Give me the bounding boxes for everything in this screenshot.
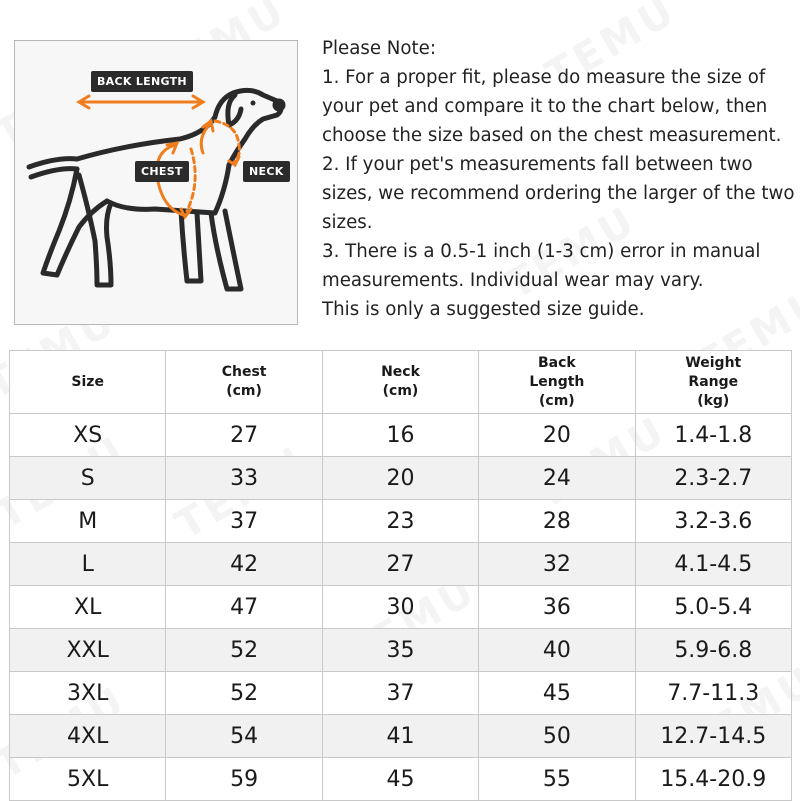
weight-range-cell: 5.9-6.8 — [635, 629, 791, 672]
table-row — [10, 629, 792, 672]
size-cell: M — [10, 500, 166, 543]
size-chart-table — [9, 350, 792, 801]
back-length-cell: 36 — [479, 586, 635, 629]
table-row — [10, 414, 792, 457]
back-length-cell: 55 — [479, 758, 635, 801]
neck-label: NECK — [243, 161, 290, 182]
chest-cell: 54 — [166, 715, 322, 758]
size-cell: XL — [10, 586, 166, 629]
back-length-cell: 32 — [479, 543, 635, 586]
table-row — [10, 672, 792, 715]
weight-range-cell: 4.1-4.5 — [635, 543, 791, 586]
size-cell: 5XL — [10, 758, 166, 801]
neck-cell: 23 — [322, 500, 478, 543]
back-length-cell: 45 — [479, 672, 635, 715]
weight-range-cell: 3.2-3.6 — [635, 500, 791, 543]
header-line: Length — [529, 373, 585, 390]
back-length-cell: 40 — [479, 629, 635, 672]
table-row — [10, 457, 792, 500]
size-cell: XXL — [10, 629, 166, 672]
weight-range-cell: 7.7-11.3 — [635, 672, 791, 715]
header-line: Chest — [221, 364, 267, 380]
neck-cell: 37 — [322, 672, 478, 715]
back-length-header — [479, 351, 635, 414]
neck-cell: 35 — [322, 629, 478, 672]
neck-header — [322, 351, 478, 414]
chest-label: CHEST — [135, 161, 189, 182]
note-line: 1. For a proper fit, please do measure the size of — [322, 67, 766, 88]
table-header-row — [10, 351, 792, 414]
chest-cell: 52 — [166, 672, 322, 715]
weight-range-cell: 15.4-20.9 — [635, 758, 791, 801]
weight-range-cell: 12.7-14.5 — [635, 715, 791, 758]
table-row — [10, 543, 792, 586]
table-row — [10, 586, 792, 629]
chest-cell: 52 — [166, 629, 322, 672]
back-length-label: BACK LENGTH — [91, 71, 193, 92]
note-line: 2. If your pet's measurements fall between two — [322, 154, 753, 175]
weight-range-header — [635, 351, 791, 414]
note-line: your pet and compare it to the chart below, then — [322, 96, 768, 117]
dog-measurement-diagram — [14, 40, 298, 325]
back-length-cell: 20 — [479, 414, 635, 457]
neck-cell: 20 — [322, 457, 478, 500]
header-line: (cm) — [382, 383, 419, 399]
size-cell: 4XL — [10, 715, 166, 758]
table-body — [10, 414, 792, 801]
size-cell: S — [10, 457, 166, 500]
table-row — [10, 500, 792, 543]
neck-cell: 30 — [322, 586, 478, 629]
weight-range-cell: 5.0-5.4 — [635, 586, 791, 629]
neck-cell: 45 — [322, 758, 478, 801]
note-line: sizes. — [322, 212, 373, 233]
weight-range-cell: 1.4-1.8 — [635, 414, 791, 457]
chest-header — [166, 351, 322, 414]
back-length-cell: 50 — [479, 715, 635, 758]
header-line: (kg) — [697, 392, 730, 409]
header-line: Weight — [685, 354, 742, 371]
size-notes — [322, 34, 796, 324]
size-header — [10, 351, 166, 414]
chest-cell: 27 — [166, 414, 322, 457]
table-row — [10, 758, 792, 801]
chest-cell: 47 — [166, 586, 322, 629]
note-line: measurements. Individual wear may vary. — [322, 270, 704, 291]
note-line: 3. There is a 0.5-1 inch (1-3 cm) error in manual — [322, 241, 761, 262]
chest-cell: 33 — [166, 457, 322, 500]
chest-cell: 59 — [166, 758, 322, 801]
chest-cell: 42 — [166, 543, 322, 586]
note-line: choose the size based on the chest measurement. — [322, 125, 782, 146]
size-cell: XS — [10, 414, 166, 457]
weight-range-cell: 2.3-2.7 — [635, 457, 791, 500]
chest-cell: 37 — [166, 500, 322, 543]
neck-cell: 16 — [322, 414, 478, 457]
header-line: Neck — [381, 364, 420, 380]
header-line: (cm) — [539, 392, 575, 409]
table-row — [10, 715, 792, 758]
header-line: Back — [538, 354, 576, 371]
header-line: Size — [71, 373, 104, 390]
note-line: sizes, we recommend ordering the larger of the two — [322, 183, 795, 204]
size-cell: 3XL — [10, 672, 166, 715]
header-line: Range — [688, 373, 739, 390]
header-line: (cm) — [226, 383, 262, 399]
size-cell: L — [10, 543, 166, 586]
back-length-cell: 28 — [479, 500, 635, 543]
notes-heading: Please Note: — [322, 38, 436, 59]
neck-cell: 41 — [322, 715, 478, 758]
neck-cell: 27 — [322, 543, 478, 586]
note-line: This is only a suggested size guide. — [322, 299, 645, 320]
back-length-cell: 24 — [479, 457, 635, 500]
